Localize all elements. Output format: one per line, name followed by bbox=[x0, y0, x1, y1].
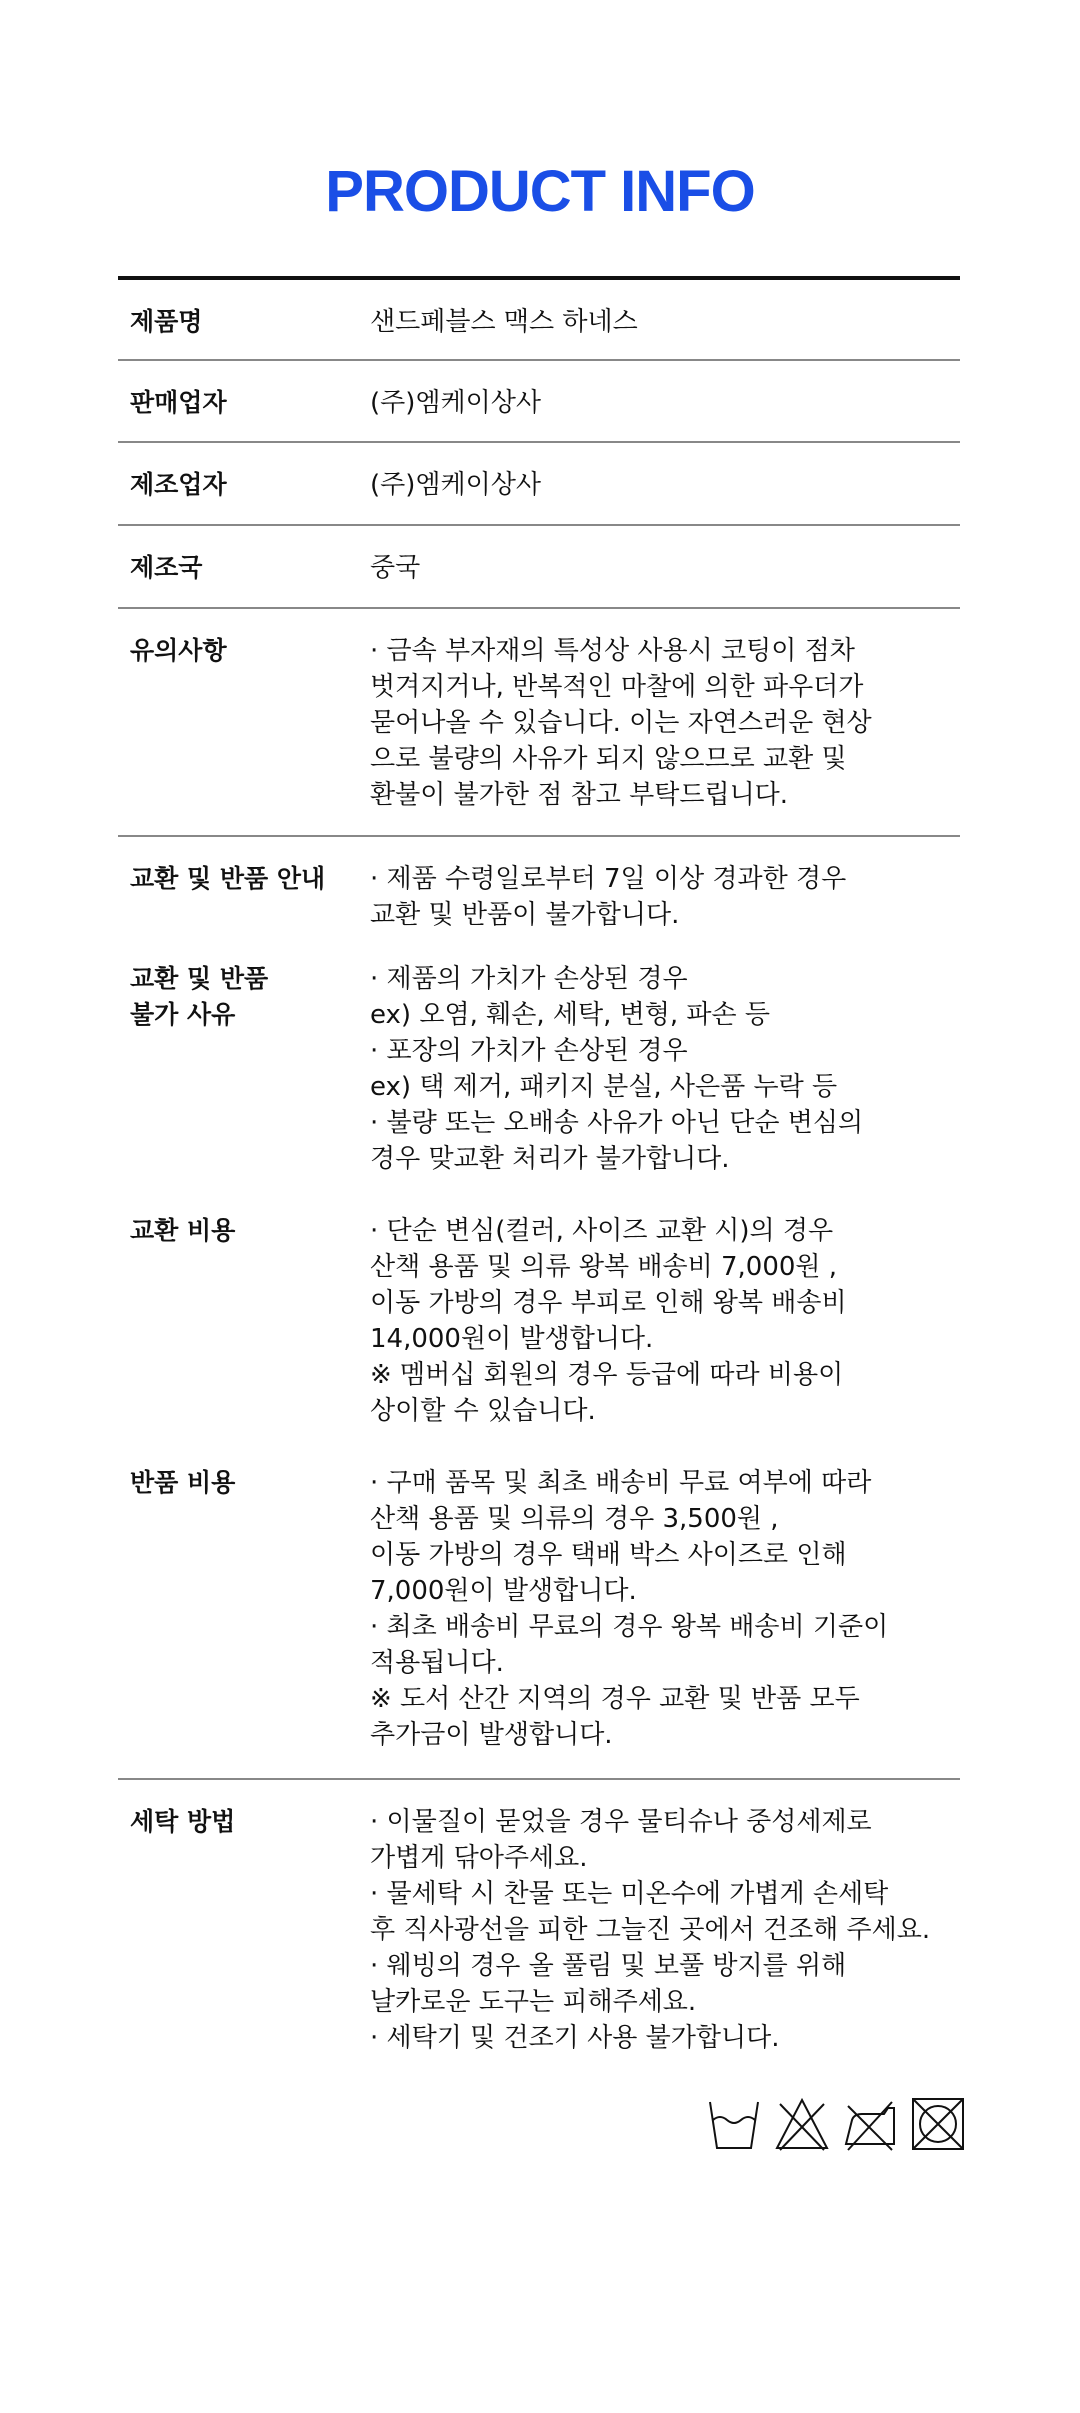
row-value: · 제품의 가치가 손상된 경우 ex) 오염, 훼손, 세탁, 변형, 파손 등 · 포장의 가치가 손상된 경우 ex) 택 제거, 패키지 분실, 사은품 누락 등 · 불량 또는 오배송 사유가 아닌 단순 변심의 경우 맞교환 처리가 불가합니다. bbox=[370, 964, 864, 1174]
row-label: 교환 및 반품 안내 bbox=[130, 864, 326, 893]
row-value: · 금속 부자재의 특성상 사용시 코팅이 점차 벗겨지거나, 반복적인 마찰에 의한 파우더가 묻어나올 수 있습니다. 이는 자연스러운 현상 으로 불량의 사유가 되지 않으므로 교환 및 환불이 불가한 점 참고 부탁드립니다. bbox=[370, 636, 872, 810]
info-row-exchange-cost bbox=[118, 1213, 960, 1465]
row-label: 교환 비용 bbox=[130, 1216, 236, 1245]
row-label: 교환 및 반품 불가 사유 bbox=[130, 964, 269, 1029]
row-value: · 단순 변심(컬러, 사이즈 교환 시)의 경우 산책 용품 및 의류 왕복 배송비 7,000원 , 이동 가방의 경우 부피로 인해 왕복 배송비 14,000원이 발생합니다. ※ 멤버십 회원의 경우 등급에 따라 비용이 상이할 수 있습니다. bbox=[370, 1216, 847, 1426]
page-title: PRODUCT INFO bbox=[325, 159, 755, 224]
row-label: 반품 비용 bbox=[130, 1468, 236, 1497]
row-value: (주)엠케이상사 bbox=[370, 388, 541, 418]
row-value: · 제품 수령일로부터 7일 이상 경과한 경우 교환 및 반품이 불가합니다. bbox=[370, 864, 847, 930]
info-row-product-name bbox=[118, 280, 960, 361]
info-row-exchange-guide bbox=[118, 837, 960, 961]
row-value: 샌드페블스 맥스 하네스 bbox=[370, 307, 638, 337]
row-label: 제조국 bbox=[130, 553, 203, 582]
do-not-iron-icon bbox=[842, 2096, 898, 2152]
info-row-country bbox=[118, 526, 960, 609]
row-value: 중국 bbox=[370, 553, 421, 583]
hand-wash-icon bbox=[706, 2096, 762, 2152]
row-label: 판매업자 bbox=[130, 388, 227, 417]
info-row-caution bbox=[118, 609, 960, 837]
row-value: (주)엠케이상사 bbox=[370, 470, 541, 500]
row-label: 유의사항 bbox=[130, 636, 227, 665]
row-value: · 이물질이 묻었을 경우 물티슈나 중성세제로 가볍게 닦아주세요. · 물세탁 시 찬물 또는 미온수에 가볍게 손세탁 후 직사광선을 피한 그늘진 곳에서 건조해 주세요. · 웨빙의 경우 올 풀림 및 보풀 방지를 위해 날카로운 도구는 피해주세요. · 세탁기 및 건조기 사용 불가합니다. bbox=[370, 1807, 931, 2053]
row-label: 세탁 방법 bbox=[130, 1807, 236, 1836]
info-row-washing bbox=[118, 1780, 960, 2056]
info-row-return-cost bbox=[118, 1465, 960, 1780]
product-info-table bbox=[118, 276, 960, 2056]
row-label: 제품명 bbox=[130, 307, 203, 336]
care-icons bbox=[706, 2096, 966, 2152]
info-row-seller bbox=[118, 361, 960, 443]
do-not-bleach-icon bbox=[774, 2096, 830, 2152]
info-row-manufacturer bbox=[118, 443, 960, 526]
do-not-tumble-dry-icon bbox=[910, 2096, 966, 2152]
row-value: · 구매 품목 및 최초 배송비 무료 여부에 따라 산책 용품 및 의류의 경우 3,500원 , 이동 가방의 경우 택배 박스 사이즈로 인해 7,000원이 발생합니다. · 최초 배송비 무료의 경우 왕복 배송비 기준이 적용됩니다. ※ 도서 산간 지역의 경우 교환 및 반품 모두 추가금이 발생합니다. bbox=[370, 1468, 889, 1750]
info-row-exchange-exclusions bbox=[118, 961, 960, 1213]
row-label: 제조업자 bbox=[130, 470, 227, 499]
